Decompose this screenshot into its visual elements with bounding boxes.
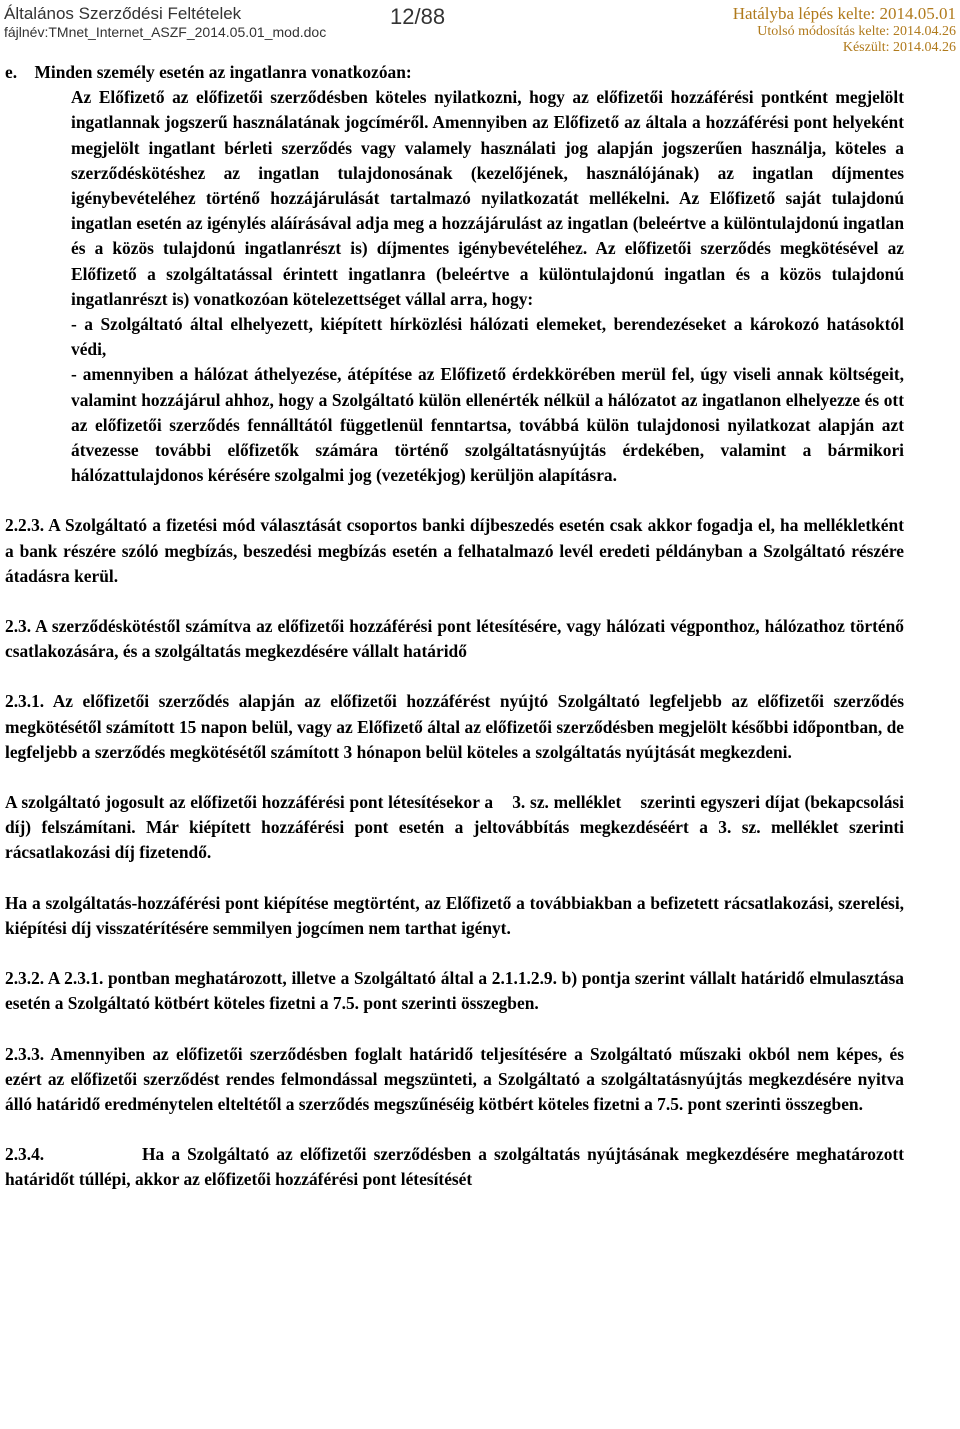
created-date: Készült: 2014.04.26 bbox=[842, 40, 956, 55]
section-2-3-4-number: 2.3.4. bbox=[5, 1144, 45, 1165]
effective-date: Hatályba lépés kelte: 2014.05.01 bbox=[732, 4, 956, 23]
obligation-dash-2: - amennyiben a hálózat áthelyezése, átépítése az Előfizető érdekkörében merül fel, úgy viseli annak költségeit, valamint hozzájárul ahhoz, hogy a Szolgáltató külön ellenérték nélkül a hálózatot az ingatlanon elhelyezze és ott az előfizetői szerződés fennálltától függetlenül fenntartsa, továbbá külön tulajdonosi nyilatkozat alapján azt átvezesse további előfizetők számára történő szolgáltatásnyújtás érdekében, valamint a bármikori hálózattulajdonos kérésére szolgalmi jog (vezetékjog) kerüljön alapításra. bbox=[71, 364, 904, 486]
document-title: Általános Szerződési Feltételek bbox=[4, 4, 242, 23]
section-2-3: 2.3. A szerződéskötéstől számítva az előfizetői hozzáférési pont létesítésére, vagy hálózati végponthoz, hálózathoz történő csatlakozására, és a szolgáltatás megkezdésére vállalt határidő bbox=[5, 616, 904, 662]
page-number: 12/88 bbox=[390, 4, 446, 29]
section-2-3-4 bbox=[0, 1142, 960, 1192]
section-2-3-4-text: Ha a Szolgáltató az előfizetői szerződésben a szolgáltatás nyújtásának megkezdésére meghatározott határidőt túllépi, akkor az előfizetői hozzáférési pont létesítését bbox=[5, 1144, 904, 1190]
modified-date: Utolsó módosítás kelte: 2014.04.26 bbox=[757, 24, 956, 39]
section-2-3-1: 2.3.1. Az előfizetői szerződés alapján az előfizetői hozzáférést nyújtó Szolgáltató legfeljebb az előfizetői szerződés megkötésétől számított 15 napon belül, vagy az Előfizető által az előfizetői szerződésben megjelölt későbbi időpontban, de legfeljebb a szerződés megkötésétől számított 3 hónapon belül köteles a szolgáltatás nyújtását megkezdeni. bbox=[5, 691, 904, 762]
item-e-heading: e. Minden személy esetén az ingatlanra vonatkozóan: bbox=[5, 62, 412, 82]
document-body bbox=[0, 60, 960, 1193]
section-2-3-2: 2.3.2. A 2.3.1. pontban meghatározott, illetve a Szolgáltató által a 2.1.1.2.9. b) pontja szerint vállalt határidő elmulasztása esetén a Szolgáltató kötbért köteles fizetni a 7.5. pont szerinti összegben. bbox=[5, 968, 904, 1014]
obligation-dash-1: - a Szolgáltató által elhelyezett, kiépített hírközlési hálózati elemeket, berendezéseket a károkozó hatásoktól védi, bbox=[71, 314, 904, 360]
section-2-2-3: 2.2.3. A Szolgáltató a fizetési mód választását csoportos banki díjbeszedés esetén csak akkor fogadja el, ha mellékletként a bank részére szóló megbízás, beszedési megbízás esetén a felhatalmazó levél eredeti példányban a Szolgáltató részére átadásra kerül. bbox=[5, 515, 904, 586]
section-2-3-3: 2.3.3. Amennyiben az előfizetői szerződésben foglalt határidő teljesítésére a Szolgáltató műszaki okból nem képes, és ezért az előfizetői szerződést rendes felmondással megszünteti, a Szolgáltató a szolgáltatásnyújtás megkezdésére nyitva álló határidő eredménytelen elteltétől a szerződés megszűnéséig kötbért köteles fizetni a 7.5. pont szerinti összegben. bbox=[5, 1043, 904, 1114]
item-e-paragraph: Az Előfizető az előfizetői szerződésben köteles nyilatkozni, hogy az előfizetői hozzáférési pontként megjelölt ingatlannak jogszerű használatának jogcíméről. Amennyiben az Előfizető az általa a hozzáférési pont helyeként megjelölt ingatlant bérleti szerződés vagy valamely használati jog alapján jogszerűen használja, köteles a szerződéskötéshez az ingatlan tulajdonosának (kezelőjének, használójának) az ingatlan díjmentes igénybevételéhez történő hozzájárulását tartalmazó nyilatkozatát mellékelni. Az Előfizető saját tulajdonú ingatlan esetén az igénylés aláírásával adja meg a hozzájárulást az ingatlan (beleértve a különtulajdonú ingatlan és a közös tulajdonú ingatlanrészt is) díjmentes igénybevételéhez. Az előfizetői szerződés megkötésével az Előfizető a szolgáltatással érintett ingatlanra (beleértve a különtulajdonú ingatlan és a közös tulajdonú ingatlanrészt is) vonatkozóan kötelezettséget vállal arra, hogy: bbox=[71, 87, 904, 309]
fee-paragraph: A szolgáltató jogosult az előfizetői hozzáférési pont létesítésekor a 3. sz. melléklet szerinti egyszeri díjat (bekapcsolási díj) felszámítani. Már kiépített hozzáférési pont esetén a jeltovábbítás megkezdéséért a 3. sz. melléklet szerinti rácsatlakozási díj fizetendő. bbox=[5, 792, 909, 863]
reconnect-paragraph: Ha a szolgáltatás-hozzáférési pont kiépítése megtörtént, az Előfizető a továbbiakban a befizetett rácsatlakozási, szerelési, kiépítési díj visszatérítésére semmilyen jogcímen nem tarthat igényt. bbox=[5, 892, 904, 938]
file-name: fájlnév:TMnet_Internet_ASZF_2014.05.01_mod.doc bbox=[4, 24, 327, 40]
